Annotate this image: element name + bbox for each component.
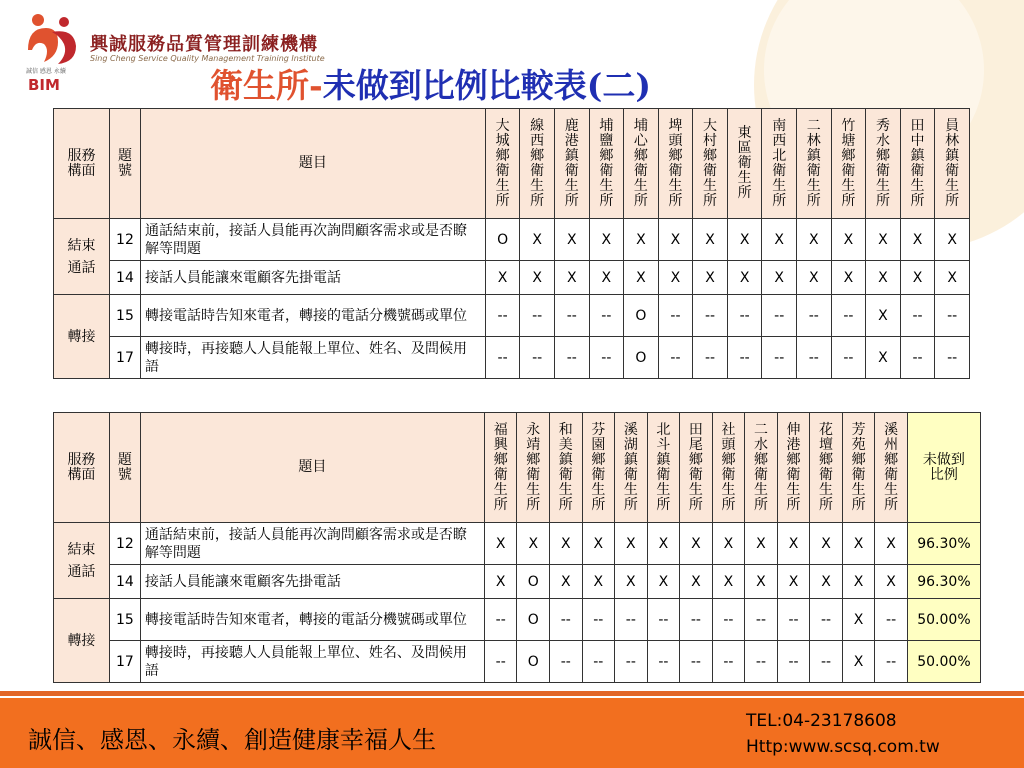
value-cell: X	[842, 565, 875, 599]
column-header: 線 西 鄉 衛 生 所	[520, 109, 555, 219]
question-text: 通話結束前，接話人員能再次詢問顧客需求或是否瞭解等問題	[140, 219, 485, 261]
question-number: 15	[109, 295, 140, 337]
value-cell: X	[842, 641, 875, 683]
value-cell: --	[520, 295, 555, 337]
column-header: 大 村 鄉 衛 生 所	[693, 109, 728, 219]
question-number: 14	[109, 565, 140, 599]
value-cell: --	[484, 599, 517, 641]
value-cell: O	[517, 599, 550, 641]
question-text: 接話人員能讓來電顧客先掛電話	[140, 565, 484, 599]
category-cell: 結束 通話	[54, 219, 110, 295]
footer-slogan: 誠信、感恩、永續、創造健康幸福人生	[28, 726, 436, 754]
value-cell: --	[900, 295, 935, 337]
value-cell: --	[745, 641, 778, 683]
value-cell: --	[693, 337, 728, 379]
value-cell: X	[647, 523, 680, 565]
value-cell: X	[745, 565, 778, 599]
value-cell: X	[762, 219, 797, 261]
value-cell: X	[589, 261, 624, 295]
ratio-cell: 96.30%	[907, 523, 980, 565]
column-header: 埔 鹽 鄉 衛 生 所	[589, 109, 624, 219]
value-cell: X	[647, 565, 680, 599]
column-header: 社 頭 鄉 衛 生 所	[712, 413, 745, 523]
column-header: 員 林 鎮 衛 生 所	[935, 109, 970, 219]
column-header: 竹 塘 鄉 衛 生 所	[831, 109, 866, 219]
value-cell: O	[485, 219, 520, 261]
value-cell: X	[831, 261, 866, 295]
value-cell: --	[693, 295, 728, 337]
column-header: 芳 苑 鄉 衛 生 所	[842, 413, 875, 523]
value-cell: X	[727, 261, 762, 295]
title-separator: -	[309, 66, 323, 105]
value-cell: X	[615, 565, 648, 599]
value-cell: --	[484, 641, 517, 683]
value-cell: X	[550, 565, 583, 599]
value-cell: --	[875, 641, 908, 683]
value-cell: --	[554, 295, 589, 337]
value-cell: --	[680, 641, 713, 683]
column-header: 鹿 港 鎮 衛 生 所	[554, 109, 589, 219]
org-name-en: Sing Cheng Service Quality Management Training Institute	[90, 54, 325, 63]
value-cell: X	[762, 261, 797, 295]
value-cell: X	[658, 261, 693, 295]
question-number: 17	[109, 337, 140, 379]
value-cell: X	[693, 261, 728, 295]
value-cell: X	[624, 261, 659, 295]
value-cell: --	[900, 337, 935, 379]
logo-subtitle: 誠信 感恩 永續	[26, 68, 66, 75]
value-cell: --	[647, 599, 680, 641]
value-cell: --	[520, 337, 555, 379]
header-category: 服務 構面	[54, 109, 110, 219]
value-cell: X	[866, 261, 901, 295]
value-cell: X	[875, 523, 908, 565]
value-cell: X	[624, 219, 659, 261]
value-cell: X	[589, 219, 624, 261]
column-header: 東 區 衛 生 所	[727, 109, 762, 219]
value-cell: X	[900, 219, 935, 261]
value-cell: X	[712, 523, 745, 565]
value-cell: X	[680, 523, 713, 565]
value-cell: X	[745, 523, 778, 565]
column-header: 大 城 鄉 衛 生 所	[485, 109, 520, 219]
value-cell: X	[582, 523, 615, 565]
value-cell: --	[658, 295, 693, 337]
question-text: 轉接時，再接聽人人員能報上單位、姓名、及問候用語	[140, 641, 484, 683]
value-cell: --	[797, 295, 832, 337]
question-text: 轉接電話時告知來電者，轉接的電話分機號碼或單位	[140, 599, 484, 641]
value-cell: X	[693, 219, 728, 261]
value-cell: --	[762, 295, 797, 337]
value-cell: X	[554, 261, 589, 295]
header-category: 服務 構面	[54, 413, 110, 523]
header-number: 題 號	[109, 413, 140, 523]
title-part1: 衛生所	[210, 66, 309, 105]
column-header: 芬 園 鄉 衛 生 所	[582, 413, 615, 523]
title-part2: 未做到比例比較表(二)	[322, 66, 651, 105]
value-cell: X	[810, 565, 843, 599]
value-cell: --	[658, 337, 693, 379]
value-cell: --	[831, 337, 866, 379]
page-title	[210, 60, 651, 107]
value-cell: X	[712, 565, 745, 599]
value-cell: --	[727, 337, 762, 379]
value-cell: --	[727, 295, 762, 337]
footer-website: Http:www.scsq.com.tw	[746, 737, 940, 757]
column-header: 二 林 鎮 衛 生 所	[797, 109, 832, 219]
ratio-cell: 50.00%	[907, 641, 980, 683]
value-cell: X	[866, 219, 901, 261]
header-number: 題 號	[109, 109, 140, 219]
value-cell: X	[615, 523, 648, 565]
value-cell: X	[777, 523, 810, 565]
footer	[0, 698, 1024, 768]
value-cell: X	[727, 219, 762, 261]
value-cell: --	[712, 599, 745, 641]
value-cell: --	[810, 641, 843, 683]
value-cell: X	[831, 219, 866, 261]
value-cell: --	[647, 641, 680, 683]
value-cell: --	[680, 599, 713, 641]
value-cell: --	[554, 337, 589, 379]
category-cell: 結束 通話	[54, 523, 110, 599]
ratio-cell: 96.30%	[907, 565, 980, 599]
value-cell: --	[831, 295, 866, 337]
value-cell: O	[624, 337, 659, 379]
value-cell: X	[484, 565, 517, 599]
value-cell: O	[517, 641, 550, 683]
value-cell: X	[582, 565, 615, 599]
value-cell: X	[866, 295, 901, 337]
value-cell: X	[797, 219, 832, 261]
question-text: 接話人員能讓來電顧客先掛電話	[140, 261, 485, 295]
value-cell: --	[582, 641, 615, 683]
value-cell: X	[842, 523, 875, 565]
column-header: 田 尾 鄉 衛 生 所	[680, 413, 713, 523]
header-question: 題目	[140, 109, 485, 219]
column-header: 溪 湖 鎮 衛 生 所	[615, 413, 648, 523]
value-cell: X	[777, 565, 810, 599]
footer-contact	[746, 708, 940, 760]
value-cell: X	[875, 565, 908, 599]
value-cell: X	[900, 261, 935, 295]
column-header: 秀 水 鄉 衛 生 所	[866, 109, 901, 219]
value-cell: X	[935, 219, 970, 261]
value-cell: X	[680, 565, 713, 599]
value-cell: --	[797, 337, 832, 379]
value-cell: X	[520, 219, 555, 261]
category-cell: 轉接	[54, 295, 110, 379]
column-header: 埤 頭 鄉 衛 生 所	[658, 109, 693, 219]
column-header: 福 興 鄉 衛 生 所	[484, 413, 517, 523]
value-cell: --	[875, 599, 908, 641]
question-number: 14	[109, 261, 140, 295]
question-text: 通話結束前，接話人員能再次詢問顧客需求或是否瞭解等問題	[140, 523, 484, 565]
value-cell: O	[624, 295, 659, 337]
value-cell: --	[582, 599, 615, 641]
value-cell: X	[866, 337, 901, 379]
value-cell: --	[589, 337, 624, 379]
value-cell: X	[550, 523, 583, 565]
column-header: 北 斗 鎮 衛 生 所	[647, 413, 680, 523]
column-header: 永 靖 鄉 衛 生 所	[517, 413, 550, 523]
value-cell: --	[935, 337, 970, 379]
value-cell: --	[777, 641, 810, 683]
value-cell: X	[935, 261, 970, 295]
value-cell: --	[935, 295, 970, 337]
value-cell: --	[550, 599, 583, 641]
ratio-cell: 50.00%	[907, 599, 980, 641]
question-number: 17	[109, 641, 140, 683]
header-question: 題目	[140, 413, 484, 523]
value-cell: --	[762, 337, 797, 379]
value-cell: --	[550, 641, 583, 683]
footer-divider	[0, 691, 1024, 696]
value-cell: --	[615, 599, 648, 641]
value-cell: X	[842, 599, 875, 641]
value-cell: O	[517, 565, 550, 599]
value-cell: --	[589, 295, 624, 337]
value-cell: --	[810, 599, 843, 641]
value-cell: X	[554, 219, 589, 261]
ratio-header: 未做到 比例	[907, 413, 980, 523]
value-cell: X	[520, 261, 555, 295]
column-header: 田 中 鎮 衛 生 所	[900, 109, 935, 219]
column-header: 南 西 北 衛 生 所	[762, 109, 797, 219]
column-header: 花 壇 鄉 衛 生 所	[810, 413, 843, 523]
comparison-table-2	[53, 412, 981, 683]
column-header: 埔 心 鄉 衛 生 所	[624, 109, 659, 219]
value-cell: X	[517, 523, 550, 565]
value-cell: --	[777, 599, 810, 641]
category-cell: 轉接	[54, 599, 110, 683]
org-name-cn: 興誠服務品質管理訓練機構	[90, 34, 318, 55]
column-header: 二 水 鄉 衛 生 所	[745, 413, 778, 523]
value-cell: X	[484, 523, 517, 565]
question-number: 12	[109, 523, 140, 565]
value-cell: X	[485, 261, 520, 295]
comparison-table-1	[53, 108, 970, 379]
value-cell: X	[810, 523, 843, 565]
value-cell: --	[485, 337, 520, 379]
column-header: 和 美 鎮 衛 生 所	[550, 413, 583, 523]
value-cell: X	[797, 261, 832, 295]
value-cell: X	[658, 219, 693, 261]
question-number: 12	[109, 219, 140, 261]
question-text: 轉接時，再接聽人人員能報上單位、姓名、及問候用語	[140, 337, 485, 379]
column-header: 溪 州 鄉 衛 生 所	[875, 413, 908, 523]
value-cell: --	[615, 641, 648, 683]
question-number: 15	[109, 599, 140, 641]
value-cell: --	[485, 295, 520, 337]
question-text: 轉接電話時告知來電者，轉接的電話分機號碼或單位	[140, 295, 485, 337]
footer-tel: TEL:04-23178608	[746, 711, 897, 731]
column-header: 伸 港 鄉 衛 生 所	[777, 413, 810, 523]
value-cell: --	[712, 641, 745, 683]
org-abbr: BIM	[28, 76, 60, 94]
value-cell: --	[745, 599, 778, 641]
